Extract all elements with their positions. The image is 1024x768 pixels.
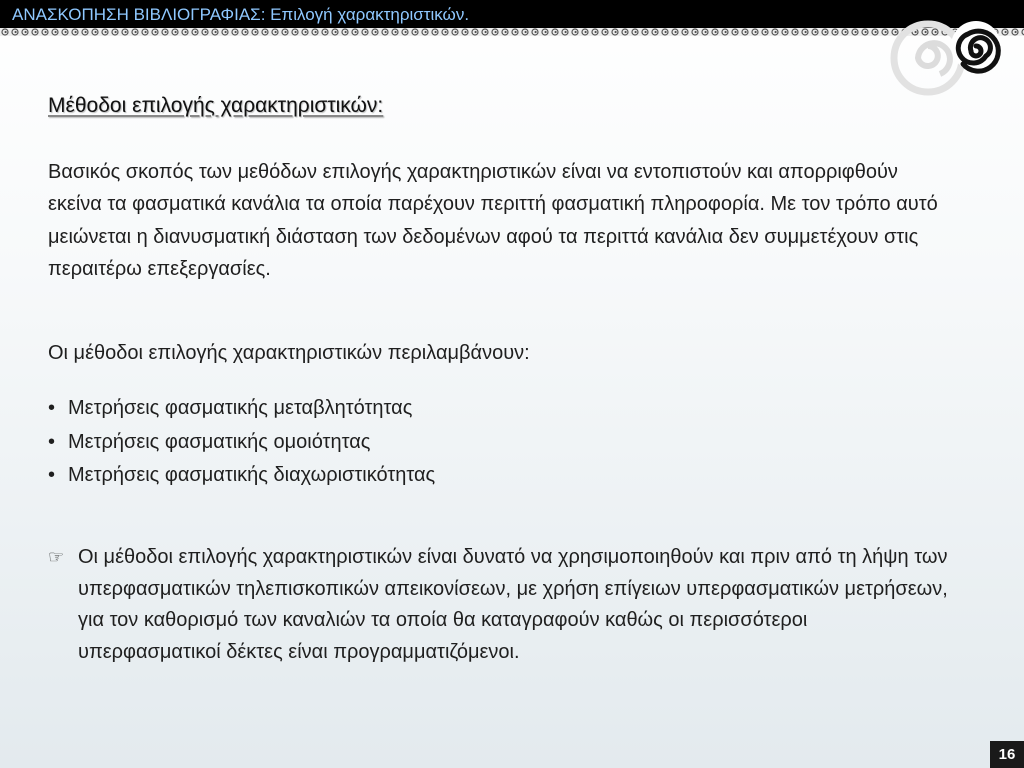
- decorative-border-icon: [0, 28, 1024, 36]
- bullet-list: [48, 397, 435, 498]
- list-item: • Μετρήσεις φασματικής διαχωριστικότητας: [48, 464, 436, 486]
- list-item: • Μετρήσεις φασματικής μεταβλητότητας: [48, 397, 413, 419]
- bullet-dot-icon: •: [48, 430, 56, 453]
- note-text: Οι μέθοδοι επιλογής χαρακτηριστικών είναι δυνατό να χρησιμοποιηθούν και πριν από τη λήψη των υπερφασματικών τηλεπισκοπικών απεικονίσεων, με χρήση επίγειων υπερφασματικών μετρήσεων, για τον καθορισμό των καναλιών τα οποία θα καταγραφούν καθώς οι περισσότεροι υπερφασματικοί δέκτες είναι προγραμματιζόμενοι.: [78, 546, 948, 663]
- slide-number: 16: [990, 741, 1024, 768]
- slide-section-title: ΑΝΑΣΚΟΠΗΣΗ ΒΙΒΛΙΟΓΡΑΦΙΑΣ: Επιλογή χαρακτηριστικών.: [12, 5, 470, 24]
- list-item: • Μετρήσεις φασματικής ομοιότητας: [48, 430, 371, 453]
- pointing-hand-icon: ☞: [48, 547, 65, 567]
- spiral-logo-icon: [888, 6, 1008, 96]
- bullet-dot-icon: •: [48, 397, 56, 419]
- body-paragraph: Βασικός σκοπός των μεθόδων επιλογής χαρακτηριστικών είναι να εντοπιστούν και απορριφθούν εκείνα τα φασματικά κανάλια τα οποία παρέχουν περιττή φασματική πληροφορία. Με τον τρόπο αυτό μειώνεται η διανυσματική διάσταση των δεδομένων αφού τα περιττά κανάλια δεν συμμετέχουν στις περαιτέρω επεξεργασίες.: [48, 161, 938, 281]
- header-bar: [0, 0, 1024, 30]
- bullet-dot-icon: •: [48, 464, 56, 486]
- note-block: [48, 542, 948, 668]
- intro-line: Οι μέθοδοι επιλογής χαρακτηριστικών περιλαμβάνουν:: [48, 342, 530, 364]
- slide-heading: Μέθοδοι επιλογής χαρακτηριστικών:: [48, 94, 384, 117]
